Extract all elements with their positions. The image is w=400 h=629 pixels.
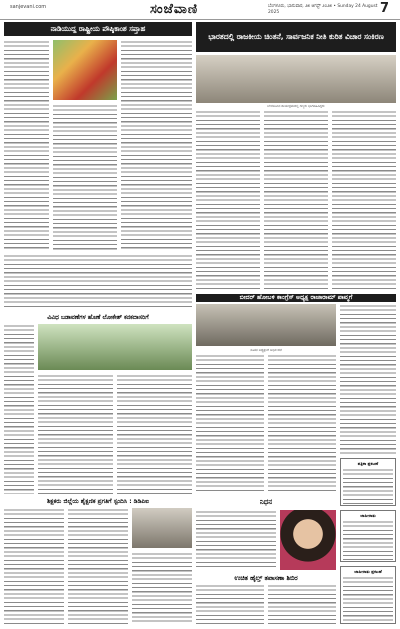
strip-right-column: [340, 304, 396, 454]
strip-headline: ಬೀದರ್‌ ಹೋಬಳಿ ಕಾಂಗ್ರೆಸ್ ಅಧ್ಯಕ್ಷ ರಾಜಾರಾಮ್ ಪಾವ್ಮಗೆ: [196, 294, 396, 302]
lead-body-col-3: [332, 110, 396, 290]
lead-body-col-2: [264, 110, 328, 290]
ad-2-title: ಜಾಹೀರಾತು: [360, 513, 376, 518]
fruit-photo: [53, 40, 117, 100]
inspection-body-col-1: [196, 584, 264, 624]
nutrition-body-col-2: [53, 104, 117, 250]
ad-box-1: [340, 458, 396, 506]
obituary-body: [196, 510, 276, 570]
date-line: ಬೆಂಗಳೂರು, ಭಾನುವಾರ, ೨೫ ಆಗಸ್ಟ್ ೨೦೨೫ • Sunday 24 August 2025: [268, 4, 378, 15]
various-body-col-1: [4, 324, 34, 494]
nutrition-headline: ನಾಡಿಯುದ್ದ ರಾಷ್ಟ್ರೀಯ ಪೌಷ್ಠಿಕಾಂಶ ಸಪ್ತಾಹ: [4, 22, 192, 36]
masthead: ಸಂಜೆವಾಣಿ: [150, 2, 199, 17]
lead-body-col-1: [196, 110, 260, 290]
inspection-headline: ಉಚಿತ ಹೈಲ್ತ್ ತಪಾಸಣಾ ಶಿಬಿರ: [234, 574, 298, 582]
teachers-photo: [132, 508, 192, 548]
teachers-headline: ಶಿಕ್ಷಕರು ಜಿಲ್ಲೆಯ ಶೈಕ್ಷಣಿಕ ಪ್ರಗತಿಗೆ ಸ್ಪಂದಿಸಿ : ಡಿಡಿಪಿಐ: [47, 498, 149, 505]
obituary-portrait: [280, 510, 336, 570]
lead-caption: ಬೆಂಗಳೂರಿನ ಕಾರ್ಯಕ್ರಮದಲ್ಲಿ ಗಣ್ಯರು ಭಾಗವಹಿಸಿದ್ದರು: [267, 104, 325, 108]
strip-caption: ನೂತನ ಅಧ್ಯಕ್ಷರಿಗೆ ಅಭಿನಂದನೆ: [250, 348, 282, 352]
ad-3-body: [343, 576, 393, 622]
nutrition-body-bottom: [4, 254, 192, 310]
ad-box-3: [340, 566, 396, 624]
nutrition-body-col-3: [121, 40, 192, 250]
various-body-col-3: [117, 374, 192, 494]
teachers-body-col-2: [68, 508, 128, 624]
ad-1-body: [343, 468, 393, 504]
congress-photo: [196, 304, 336, 346]
lead-headline: ಭಾರತದಲ್ಲಿ ರಾಜಕೀಯ ಚಿಂತನೆ, ಸಾರ್ವಜನಿಕ ನೀತಿ ಕುರಿತ ವಿಚಾರ ಸಂಕಿರಣ: [196, 22, 396, 52]
seminar-photo: [196, 55, 396, 103]
ad-3-title: ಜಾಹೀರಾತು ಪ್ರಕಟಣೆ: [354, 569, 382, 574]
masthead-rule: [0, 19, 400, 20]
ad-2-body: [343, 520, 393, 560]
website-label: sanjevani.com: [10, 4, 47, 10]
inspection-body-col-2: [268, 584, 336, 624]
strip-body-col-2: [268, 354, 336, 494]
various-headline: ವಿವಿಧ ಬಡಾವಣೆಗಳ ಹೊಣೆ ಲೋಕೇಶ್ ಕನಕದಾಸರಿಗೆ: [47, 314, 149, 321]
ad-1-title: ಪತ್ರಿಕಾ ಪ್ರಕಟಣೆ: [357, 461, 379, 466]
strip-body-col-1: [196, 354, 264, 494]
ad-box-2: [340, 510, 396, 562]
obituary-headline: ನಿಧನ: [259, 498, 273, 506]
teachers-body-col-1: [4, 508, 64, 624]
teachers-body-col-3: [132, 552, 192, 624]
group-photo: [38, 324, 192, 370]
various-body-col-2: [38, 374, 113, 494]
page-number: 7: [380, 1, 390, 16]
nutrition-body-col-1: [4, 40, 49, 250]
